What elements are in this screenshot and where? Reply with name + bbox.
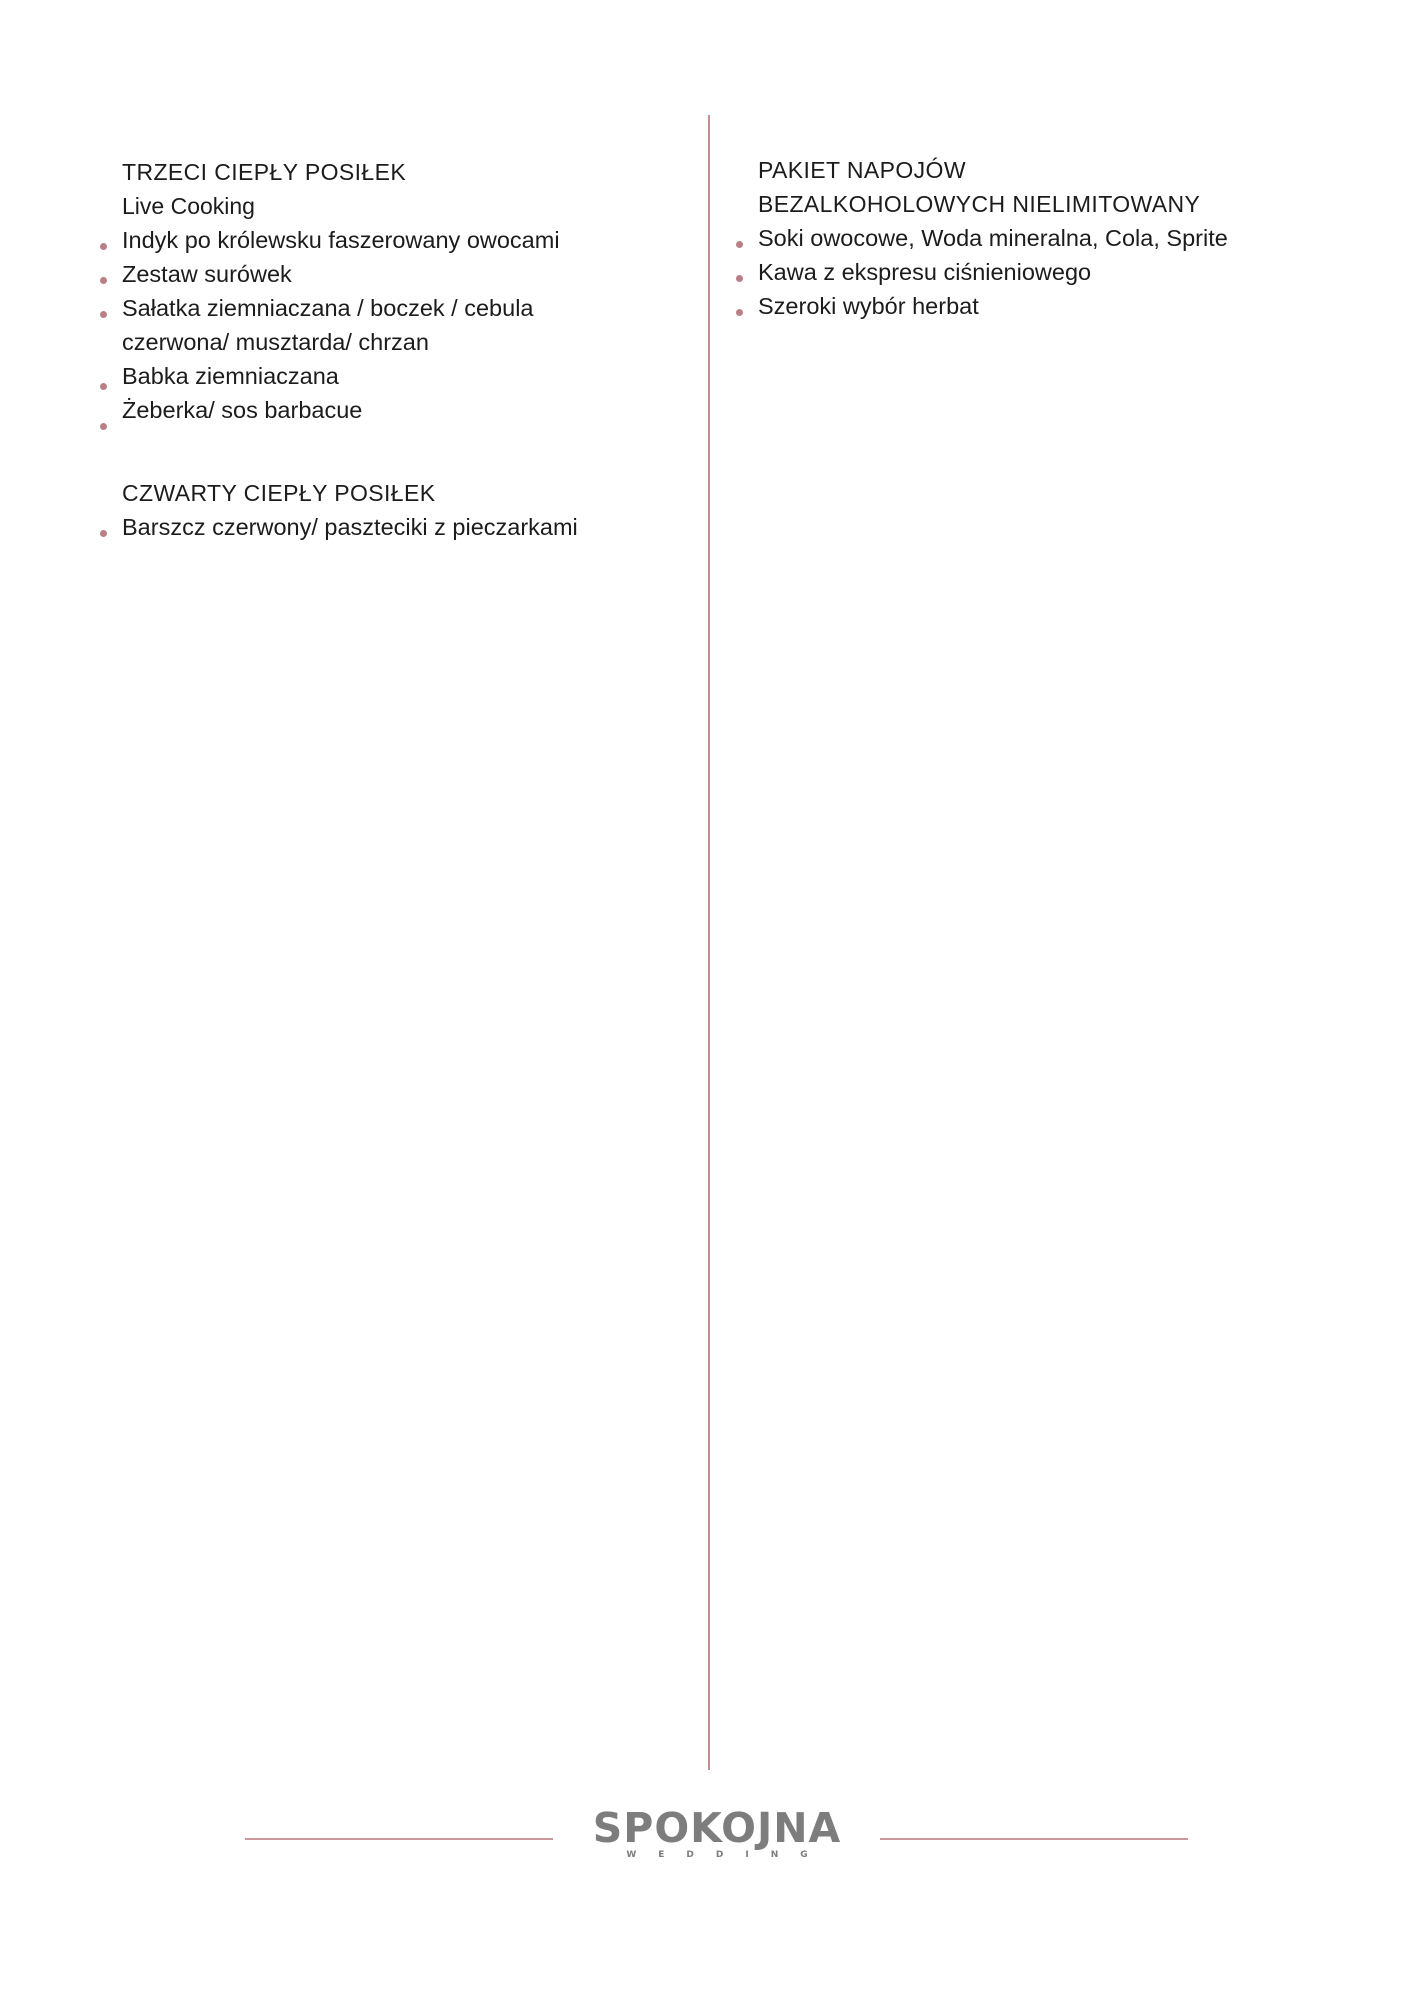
list-item-text: Barszcz czerwony/ paszteciki z pieczarkami — [122, 514, 578, 540]
section-subtitle: Live Cooking — [122, 193, 255, 219]
list-item — [122, 359, 682, 393]
list-item-text: Kawa z ekspresu ciśnieniowego — [758, 259, 1092, 285]
list-item — [122, 291, 592, 359]
footer-divider-right — [880, 1838, 1188, 1840]
menu-list — [758, 221, 1378, 323]
section-title-line-2: BEZALKOHOLOWYCH NIELIMITOWANY — [758, 191, 1201, 217]
list-item-text: Żeberka/ sos barbacue — [122, 397, 363, 423]
list-item-text: Sałatka ziemniaczana / boczek / cebula czerwona/ musztarda/ chrzan — [122, 295, 534, 355]
list-item — [122, 510, 682, 544]
logo-wordmark: SPOKOJNA — [592, 1804, 842, 1852]
section-title: CZWARTY CIEPŁY POSIŁEK — [122, 480, 436, 506]
bullet-icon — [100, 423, 107, 430]
brand-logo — [592, 1805, 842, 1861]
menu-section-soft-drinks-package — [758, 153, 1378, 323]
bullet-icon — [100, 383, 107, 390]
bullet-icon — [100, 530, 107, 537]
bullet-icon — [736, 241, 743, 248]
list-item — [758, 255, 1378, 289]
list-item — [758, 289, 1378, 323]
list-item-text: Szeroki wybór herbat — [758, 293, 979, 319]
list-item — [122, 223, 682, 257]
list-item — [122, 257, 682, 291]
list-item-text: Babka ziemniaczana — [122, 363, 339, 389]
bullet-icon — [100, 277, 107, 284]
bullet-icon — [100, 243, 107, 250]
section-title: TRZECI CIEPŁY POSIŁEK — [122, 159, 407, 185]
list-item-text: Soki owocowe, Woda mineralna, Cola, Sprite — [758, 225, 1228, 251]
menu-section-third-hot-meal — [122, 155, 682, 427]
menu-section-fourth-hot-meal — [122, 476, 682, 544]
bullet-icon — [736, 309, 743, 316]
list-item — [758, 221, 1378, 255]
menu-list — [122, 510, 682, 544]
footer-divider-left — [245, 1838, 553, 1840]
menu-list — [122, 223, 682, 427]
column-divider — [708, 115, 710, 1770]
bullet-icon — [736, 275, 743, 282]
logo-tagline: WEDDING — [626, 1850, 830, 1860]
list-item-text: Zestaw surówek — [122, 261, 292, 287]
list-item-text: Indyk po królewsku faszerowany owocami — [122, 227, 560, 253]
list-item — [122, 393, 682, 427]
bullet-icon — [100, 311, 107, 318]
section-title-line-1: PAKIET NAPOJÓW — [758, 157, 966, 183]
